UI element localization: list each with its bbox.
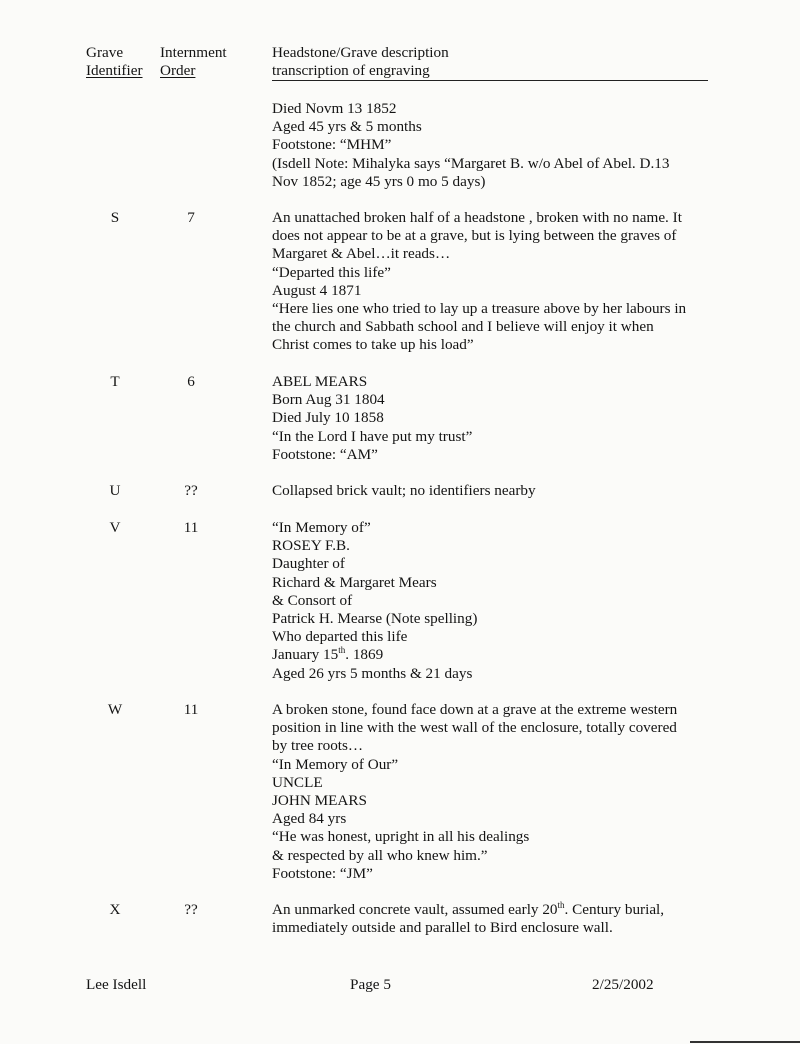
- description-line: Footstone: “MHM”: [272, 136, 392, 154]
- header-line: Identifier: [86, 62, 143, 80]
- description-line: January 15th. 1869: [272, 645, 384, 664]
- header-line: Order: [160, 62, 196, 80]
- description-line: Patrick H. Mearse (Note spelling): [272, 610, 478, 628]
- internment-order: 6: [187, 373, 195, 390]
- grave-description: [272, 519, 712, 683]
- description-line: Aged 84 yrs: [272, 810, 347, 828]
- description-line: (Isdell Note: Mihalyka says “Margaret B. w/o Abel of Abel. D.13: [272, 154, 670, 172]
- description-line: Footstone: “JM”: [272, 864, 373, 882]
- header-line: transcription of engraving: [272, 62, 430, 80]
- internment-order: 7: [187, 209, 195, 226]
- description-line: Footstone: “AM”: [272, 445, 378, 463]
- description-line: by tree roots…: [272, 737, 364, 755]
- grave-description: [272, 209, 712, 355]
- description-line: “He was honest, upright in all his dealings: [272, 828, 530, 846]
- description-line: UNCLE: [272, 773, 323, 791]
- description-line: Collapsed brick vault; no identifiers nearby: [272, 482, 536, 499]
- grave-description: [272, 373, 712, 464]
- description-line: JOHN MEARS: [272, 792, 367, 810]
- description-line: Died July 10 1858: [272, 409, 384, 427]
- description-line: & respected by all who knew him.”: [272, 846, 488, 864]
- description-line: Richard & Margaret Mears: [272, 573, 437, 591]
- header-line: Grave: [86, 44, 124, 61]
- grave-description: [272, 482, 712, 500]
- description-line: “In Memory of”: [272, 519, 371, 536]
- description-line: Aged 26 yrs 5 months & 21 days: [272, 664, 473, 682]
- footer-date: 2/25/2002: [592, 976, 654, 993]
- description-line: & Consort of: [272, 591, 353, 609]
- description-line: ROSEY F.B.: [272, 537, 350, 555]
- description-line: An unmarked concrete vault, assumed early 20th. Century burial,: [272, 899, 665, 918]
- description-line: ABEL MEARS: [272, 373, 368, 390]
- description-line: “Here lies one who tried to lay up a treasure above by her labours in: [272, 300, 687, 318]
- description-line: immediately outside and parallel to Bird enclosure wall.: [272, 919, 613, 937]
- header-line: Headstone/Grave description: [272, 44, 449, 61]
- description-line: the church and Sabbath school and I believe will enjoy it when: [272, 318, 654, 336]
- header-description: [272, 44, 708, 81]
- footer-page-number: Page 5: [350, 976, 391, 993]
- description-line: Margaret & Abel…it reads…: [272, 245, 451, 263]
- description-line: “Departed this life”: [272, 263, 391, 281]
- grave-identifier: X: [109, 901, 121, 918]
- internment-order: ??: [184, 901, 198, 918]
- description-line: A broken stone, found face down at a grave at the extreme western: [272, 701, 678, 718]
- description-line: Daughter of: [272, 555, 345, 573]
- grave-identifier: U: [109, 482, 121, 499]
- header-internment-order: [160, 44, 227, 80]
- scan-edge-line: [690, 1041, 800, 1043]
- description-line: August 4 1871: [272, 281, 362, 299]
- grave-identifier: V: [109, 519, 121, 536]
- grave-description: [272, 100, 712, 191]
- grave-description: [272, 701, 712, 883]
- description-line: “In the Lord I have put my trust”: [272, 427, 473, 445]
- internment-order: 11: [183, 701, 199, 718]
- description-line: Died Novm 13 1852: [272, 100, 397, 117]
- description-line: Aged 45 yrs & 5 months: [272, 118, 422, 136]
- description-line: Born Aug 31 1804: [272, 391, 385, 409]
- footer-author: Lee Isdell: [86, 976, 147, 993]
- grave-identifier: W: [107, 701, 123, 718]
- description-line: Nov 1852; age 45 yrs 0 mo 5 days): [272, 172, 486, 190]
- description-line: position in line with the west wall of the enclosure, totally covered: [272, 719, 677, 737]
- grave-identifier: T: [110, 373, 120, 390]
- internment-order: ??: [184, 482, 198, 499]
- description-line: Christ comes to take up his load”: [272, 336, 474, 354]
- internment-order: 11: [183, 519, 199, 536]
- grave-identifier: S: [110, 209, 120, 226]
- description-line: does not appear to be at a grave, but is lying between the graves of: [272, 227, 677, 245]
- description-line: An unattached broken half of a headstone , broken with no name. It: [272, 209, 682, 226]
- description-line: “In Memory of Our”: [272, 755, 399, 773]
- header-grave-identifier: [86, 44, 143, 80]
- grave-description: [272, 901, 712, 937]
- header-line: Internment: [160, 44, 227, 61]
- description-line: Who departed this life: [272, 628, 408, 646]
- column-headers: [0, 44, 800, 84]
